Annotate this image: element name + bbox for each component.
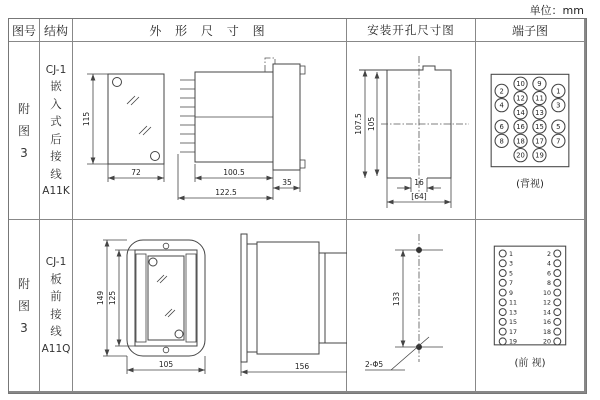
terminal-number: 3 xyxy=(556,101,561,110)
model-label: CJ-1 xyxy=(45,256,67,268)
terminal-number: 7 xyxy=(509,279,514,287)
structure-row2 xyxy=(40,220,72,391)
header-install-dims: 安装开孔尺寸图 xyxy=(347,19,475,41)
figure-no-char: 3 xyxy=(20,145,28,160)
terminal-number: 10 xyxy=(542,289,551,297)
dim-notch-width: 16 xyxy=(414,178,424,187)
outline-drawing-row1 xyxy=(73,42,346,219)
terminal-number: 10 xyxy=(516,79,525,88)
terminal-circle xyxy=(554,298,561,305)
structure-row1 xyxy=(40,42,72,219)
install-drawing-cell-row1 xyxy=(347,42,475,219)
header-figure-no: 图号 xyxy=(9,19,39,41)
figure-no-char: 3 xyxy=(20,320,28,335)
terminal-number: 9 xyxy=(509,289,514,297)
terminal-number: 8 xyxy=(499,136,504,145)
dim-inner-height: 105 xyxy=(367,116,376,132)
terminal-circle xyxy=(554,279,561,286)
structure-char: 接 xyxy=(50,306,62,321)
terminal-number: 8 xyxy=(546,279,551,287)
terminal-circle xyxy=(554,289,561,296)
terminal-circle xyxy=(499,259,506,266)
outline-drawing-cell-row2 xyxy=(73,220,346,391)
terminal-number: 18 xyxy=(542,328,551,336)
terminal-circle xyxy=(499,250,506,257)
cutout-shape xyxy=(354,56,469,208)
terminal-caption-front: (前 视) xyxy=(514,357,546,369)
terminal-number: 15 xyxy=(535,122,544,131)
dim-hole-spacing: 133 xyxy=(392,291,401,307)
terminal-number: 14 xyxy=(542,308,551,316)
header-outline-dims: 外 形 尺 寸 图 xyxy=(73,19,346,41)
terminal-number: 17 xyxy=(535,136,544,145)
terminal-circle xyxy=(554,337,561,344)
structure-char: 入 xyxy=(50,96,62,111)
type-code-label: A11Q xyxy=(41,342,71,355)
terminal-number: 12 xyxy=(516,93,525,102)
structure-char: 后 xyxy=(50,131,62,146)
terminal-number: 13 xyxy=(509,308,518,316)
header-structure: 结构 xyxy=(40,19,72,41)
terminal-number: 12 xyxy=(542,299,551,307)
terminal-caption-rear: (背视) xyxy=(516,178,544,190)
terminal-circle xyxy=(499,298,506,305)
outline-drawing-cell-row1 xyxy=(73,42,346,219)
terminal-circle xyxy=(554,259,561,266)
structure-char: 嵌 xyxy=(50,79,62,93)
terminal-cell-row2 xyxy=(476,220,584,391)
terminal-number: 9 xyxy=(537,79,542,88)
terminal-number: 20 xyxy=(542,338,551,346)
install-drawing-row1 xyxy=(347,42,475,219)
terminal-circle xyxy=(499,308,506,315)
terminal-number: 13 xyxy=(535,108,544,117)
terminal-number: 17 xyxy=(509,328,518,336)
terminal-number: 5 xyxy=(509,269,514,277)
model-label: CJ-1 xyxy=(45,63,67,76)
terminal-number: 3 xyxy=(509,260,514,268)
terminal-circle xyxy=(499,279,506,286)
terminal-number: 16 xyxy=(542,318,551,326)
hole-size-label: 2-Φ5 xyxy=(365,360,384,369)
terminal-number: 20 xyxy=(516,151,525,160)
terminal-cell-row1 xyxy=(476,42,584,219)
terminal-number: 11 xyxy=(535,93,544,102)
figure-no-char: 图 xyxy=(17,298,30,313)
terminal-number: 2 xyxy=(499,86,504,95)
dim-body-length: 100.5 xyxy=(223,168,245,177)
terminal-number: 4 xyxy=(499,101,504,110)
structure-char: 线 xyxy=(50,166,62,181)
terminal-number: 6 xyxy=(546,269,551,277)
header-terminal: 端子图 xyxy=(476,19,584,41)
figure-no-char: 附 xyxy=(17,101,30,116)
terminal-number: 1 xyxy=(556,86,561,95)
install-drawing-cell-row2 xyxy=(347,220,475,391)
terminal-circle xyxy=(499,328,506,335)
terminal-circle xyxy=(554,250,561,257)
dim-width: 72 xyxy=(131,168,141,177)
terminal-circle xyxy=(554,318,561,325)
terminal-circle xyxy=(499,337,506,344)
terminal-number: 18 xyxy=(516,136,525,145)
terminal-number: 19 xyxy=(509,338,518,346)
terminal-number: 2 xyxy=(546,250,551,258)
figure-no-char: 图 xyxy=(17,123,30,138)
terminal-number: 7 xyxy=(556,136,561,145)
terminal-circle xyxy=(554,308,561,315)
terminal-number: 19 xyxy=(535,151,544,160)
terminal-number: 15 xyxy=(509,318,518,326)
dim-front-depth: 35 xyxy=(282,178,292,187)
terminal-circle xyxy=(554,269,561,276)
terminal-circle xyxy=(499,269,506,276)
terminal-number: 4 xyxy=(546,260,551,268)
dim-outer-height: 149 xyxy=(96,290,105,306)
dim-inner-height: 125 xyxy=(108,290,117,306)
figure-no-row2 xyxy=(9,220,39,391)
front-view xyxy=(96,240,205,374)
unit-label: 单位：mm xyxy=(529,4,584,17)
terminal-number: 1 xyxy=(509,250,514,258)
dim-height: 115 xyxy=(82,111,91,127)
outline-drawing-row2 xyxy=(73,220,346,391)
terminal-number: 11 xyxy=(509,299,518,307)
install-drawing-row2 xyxy=(347,220,475,391)
terminal-number: 14 xyxy=(516,108,525,117)
terminal-number: 16 xyxy=(516,122,525,131)
structure-char: 前 xyxy=(50,289,62,303)
terminal-circle xyxy=(499,289,506,296)
dim-width: 105 xyxy=(158,360,174,369)
figure-no-row1 xyxy=(9,42,39,219)
dim-cutout-width: [64] xyxy=(411,192,427,201)
terminal-circle xyxy=(499,318,506,325)
terminal-number: 6 xyxy=(499,122,504,131)
dim-outer-height: 107.5 xyxy=(354,113,363,135)
side-view xyxy=(178,58,305,200)
structure-char: 线 xyxy=(50,324,62,338)
structure-char: 式 xyxy=(50,114,62,128)
terminal-circle xyxy=(554,328,561,335)
structure-char: 接 xyxy=(50,149,62,163)
terminal-diagram-rear xyxy=(488,72,572,169)
type-code-label: A11K xyxy=(42,185,70,197)
terminal-number: 5 xyxy=(556,122,561,131)
dim-total-length: 122.5 xyxy=(215,188,237,197)
spec-table xyxy=(8,18,587,394)
terminal-diagram-front xyxy=(488,243,572,348)
hole-pattern xyxy=(365,234,443,370)
structure-char: 板 xyxy=(50,271,62,286)
dim-total-length: 156 xyxy=(294,362,310,371)
figure-no-char: 附 xyxy=(17,276,30,291)
front-view xyxy=(82,74,164,182)
